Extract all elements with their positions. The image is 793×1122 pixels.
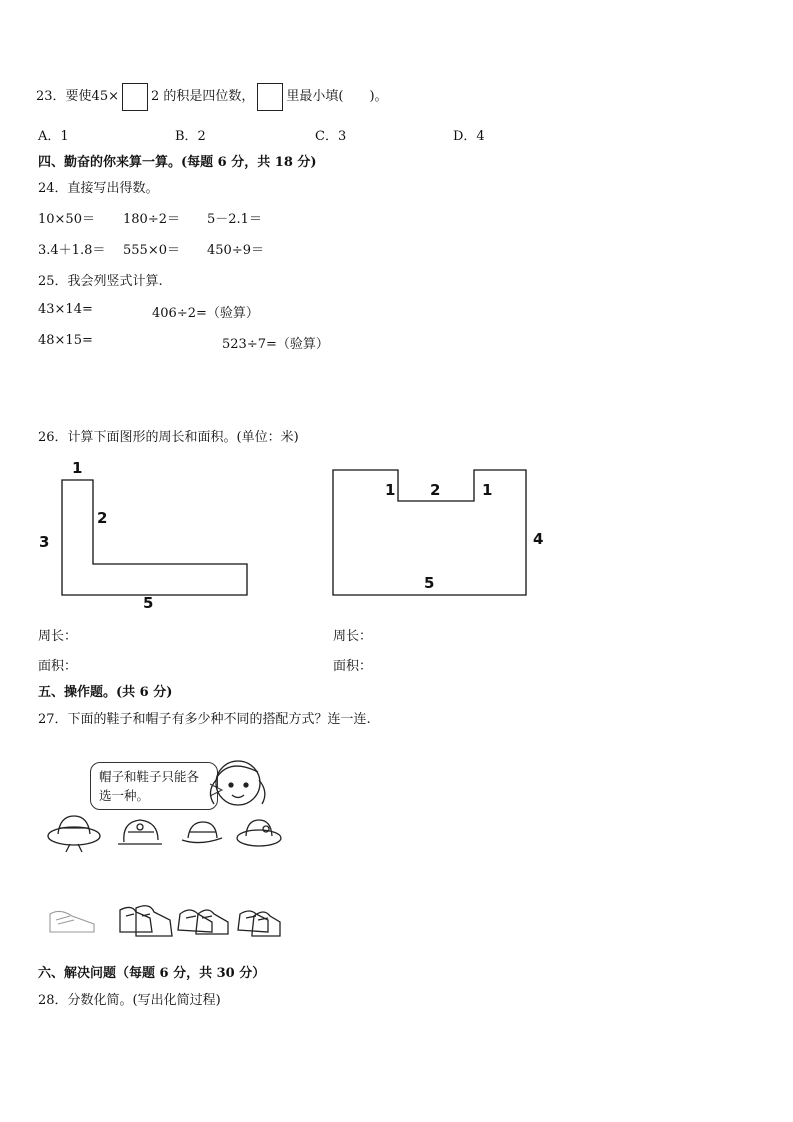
q23-option-c[interactable]: C．3	[315, 129, 347, 144]
q28-title: 28．分数化简。(写出化简过程)	[38, 993, 221, 1008]
q23-option-b[interactable]: B．2	[175, 129, 206, 144]
rect-right-label: 4	[533, 530, 544, 548]
q24-r1c3: 5－2.1＝	[207, 212, 262, 227]
q23-option-d[interactable]: D．4	[453, 129, 485, 144]
perimeter-label-2: 周长：	[333, 629, 373, 644]
q27-title: 27．下面的鞋子和帽子有多少种不同的搭配方式？连一连.	[38, 712, 371, 727]
q24-r1c2: 180÷2＝	[123, 212, 180, 227]
area-label-2: 面积：	[333, 659, 373, 674]
q24-r1c1: 10×50＝	[38, 212, 95, 227]
rect-notch-mid-label: 2	[430, 481, 441, 499]
shoe-icon-4	[238, 911, 280, 936]
l-shape-inner-label: 2	[97, 509, 108, 527]
q23-prefix: 23．要使45×	[36, 89, 119, 104]
speech-bubble: 帽子和鞋子只能各选一种。	[90, 762, 218, 810]
q26-title: 26．计算下面图形的周长和面积。(单位：米)	[38, 430, 299, 445]
girl-icon	[210, 761, 264, 805]
q23-mid: 2 的积是四位数，	[150, 89, 255, 104]
l-shape-top-label: 1	[72, 459, 83, 477]
l-shape-bottom-label: 5	[143, 594, 154, 612]
area-label-1: 面积：	[38, 659, 78, 674]
q24-r2c1: 3.4＋1.8＝	[38, 243, 106, 258]
q25-r1c1: 43×14=	[38, 302, 93, 317]
rect-bottom-label: 5	[424, 574, 435, 592]
q25-r2c2: 523÷7=（验算）	[222, 337, 329, 352]
rect-notch-right-label: 1	[482, 481, 493, 499]
q24-title: 24．直接写出得数。	[38, 181, 159, 196]
shoe-icon-3	[178, 910, 228, 934]
q23-suffix: 里最小填( )。	[286, 89, 388, 104]
q23-option-a[interactable]: A．1	[38, 129, 69, 144]
hat-icon-4	[237, 820, 281, 846]
q25-title: 25．我会列竖式计算.	[38, 274, 163, 289]
section6-title: 六、解决问题（每题 6 分，共 30 分）	[38, 966, 266, 981]
hat-icon-3	[182, 822, 222, 843]
shoe-icon-2	[120, 906, 172, 936]
perimeter-label-1: 周长：	[38, 629, 78, 644]
l-shape-left-label: 3	[39, 533, 50, 551]
q25-r2c1: 48×15=	[38, 333, 93, 348]
shoe-icon-1	[50, 911, 94, 932]
q24-r2c3: 450÷9＝	[207, 243, 264, 258]
hat-icon-1	[48, 816, 100, 852]
hat-icon-2	[118, 820, 162, 844]
q25-r1c2: 406÷2=（验算）	[152, 306, 259, 321]
q24-r2c2: 555×0＝	[123, 243, 180, 258]
rect-notch-left-label: 1	[385, 481, 396, 499]
section4-title: 四、勤奋的你来算一算。(每题 6 分，共 18 分)	[38, 155, 317, 170]
section5-title: 五、操作题。(共 6 分)	[38, 685, 173, 700]
